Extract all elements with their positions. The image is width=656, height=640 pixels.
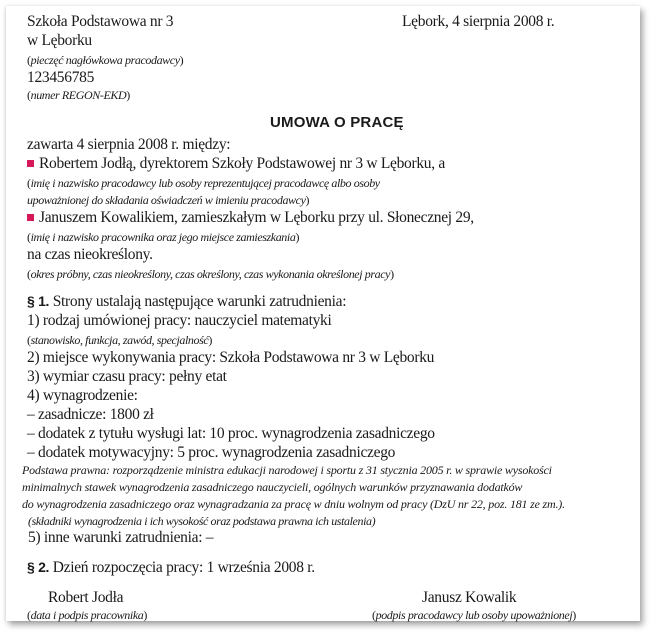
section1-sign: § 1. — [27, 293, 50, 309]
employee-party-text: Januszem Kowalikiem, zamieszkałym w Lęborku przy ul. Słonecznej 29, — [39, 209, 474, 226]
section1-item1-note-text: stanowisko, funkcja, zawód, specjalność — [30, 333, 209, 347]
employer-party-note-text2: upoważnionej do składania oświadczeń w imieniu pracodawcy — [27, 193, 306, 207]
signature-left-note: (data i podpis pracownika) — [27, 608, 147, 622]
employer-party-text: Robertem Jodłą, dyrektorem Szkoły Podstawowej nr 3 w Lęborku, a — [39, 155, 445, 172]
section1-item1-note: (stanowisko, funkcja, zawód, specjalność) — [27, 333, 212, 347]
employer-stamp-note-text: pieczęć nagłówkowa pracodawcy — [30, 53, 180, 67]
place-and-date: Lębork, 4 sierpnia 2008 r. — [402, 13, 555, 30]
employer-party-note-line2: upoważnionej do składania oświadczeń w imieniu pracodawcy) — [27, 193, 310, 207]
salary-item-base: – zasadnicze: 1800 zł — [27, 406, 154, 423]
employee-party-note: (imię i nazwisko pracownika oraz jego miejsce zamieszkania) — [27, 230, 300, 244]
salary-item-motivational: – dodatek motywacyjny: 5 proc. wynagrodzenia zasadniczego — [27, 444, 396, 461]
section1-item4: 4) wynagrodzenie: — [27, 387, 138, 404]
signature-right-name: Janusz Kowalik — [422, 589, 517, 606]
legal-basis-line1: Podstawa prawna: rozporządzenie ministra edukacji narodowej i sportu z 31 stycznia 2005 r. w sprawie wysokości — [22, 463, 552, 477]
legal-basis-line2: minimalnych stawek wynagrodzenia zasadniczego nauczycieli, ogólnych warunków przyznawania dodatków — [22, 480, 523, 494]
employee-party-line — [27, 209, 474, 227]
signature-left-note-text: data i podpis pracownika — [30, 608, 144, 622]
concluded-line: zawarta 4 sierpnia 2008 r. między: — [27, 136, 231, 153]
section1-heading — [27, 293, 346, 311]
employer-party-line — [27, 155, 445, 173]
regon-note-text: numer REGON-EKD — [30, 88, 127, 102]
bullet-square-icon — [27, 214, 34, 221]
regon-note: (numer REGON-EKD) — [27, 88, 130, 102]
employer-name-line2: w Lęborku — [27, 32, 92, 49]
section1-item1: 1) rodzaj umówionej pracy: nauczyciel matematyki — [27, 312, 332, 329]
term-note-text: okres próbny, czas nieokreślony, czas określony, czas wykonania określonej pracy — [30, 267, 391, 281]
section2-line — [27, 559, 315, 577]
term-line: na czas nieokreślony. — [27, 246, 153, 263]
bullet-square-icon — [27, 160, 34, 167]
section2-text: Dzień rozpoczęcia pracy: 1 września 2008 r. — [52, 559, 315, 576]
employee-party-note-text: imię i nazwisko pracownika oraz jego miejsce zamieszkania — [30, 230, 296, 244]
employer-party-note-text1: imię i nazwisko pracodawcy lub osoby reprezentującej pracodawcę albo osoby — [30, 176, 380, 190]
contract-document — [6, 6, 640, 621]
employer-party-note-line1: (imię i nazwisko pracodawcy lub osoby reprezentującej pracodawcę albo osoby — [27, 176, 380, 190]
legal-basis-line3: do wynagrodzenia zasadniczego oraz wynagradzania za pracę w dniu wolnym od pracy (DzU nr 22, poz. 181 ze zm.). — [22, 497, 565, 511]
section1-item2: 2) miejsce wykonywania pracy: Szkoła Podstawowa nr 3 w Lęborku — [27, 349, 435, 366]
section2-sign: § 2. — [27, 559, 50, 575]
term-note: (okres próbny, czas nieokreślony, czas określony, czas wykonania określonej pracy) — [27, 267, 394, 281]
section1-item3: 3) wymiar czasu pracy: pełny etat — [27, 368, 227, 385]
regon-number: 123456785 — [27, 69, 95, 86]
section1-heading-text: Strony ustalają następujące warunki zatrudnienia: — [52, 293, 347, 310]
document-title: UMOWA O PRACĘ — [270, 114, 404, 131]
signature-right-note-text: podpis pracodawcy lub osoby upoważnionej — [375, 608, 573, 622]
salary-note: (składniki wynagrodzenia i ich wysokość oraz podstawa prawna ich ustalenia) — [28, 514, 376, 528]
signature-right-note: (podpis pracodawcy lub osoby upoważnionej) — [372, 608, 576, 622]
employer-stamp-note: (pieczęć nagłówkowa pracodawcy) — [27, 53, 184, 67]
section1-item5: 5) inne warunki zatrudnienia: – — [28, 529, 214, 546]
employer-name-line1: Szkoła Podstawowa nr 3 — [27, 13, 174, 30]
signature-left-name: Robert Jodła — [48, 589, 124, 606]
salary-item-seniority: – dodatek z tytułu wysługi lat: 10 proc. wynagrodzenia zasadniczego — [27, 425, 435, 442]
